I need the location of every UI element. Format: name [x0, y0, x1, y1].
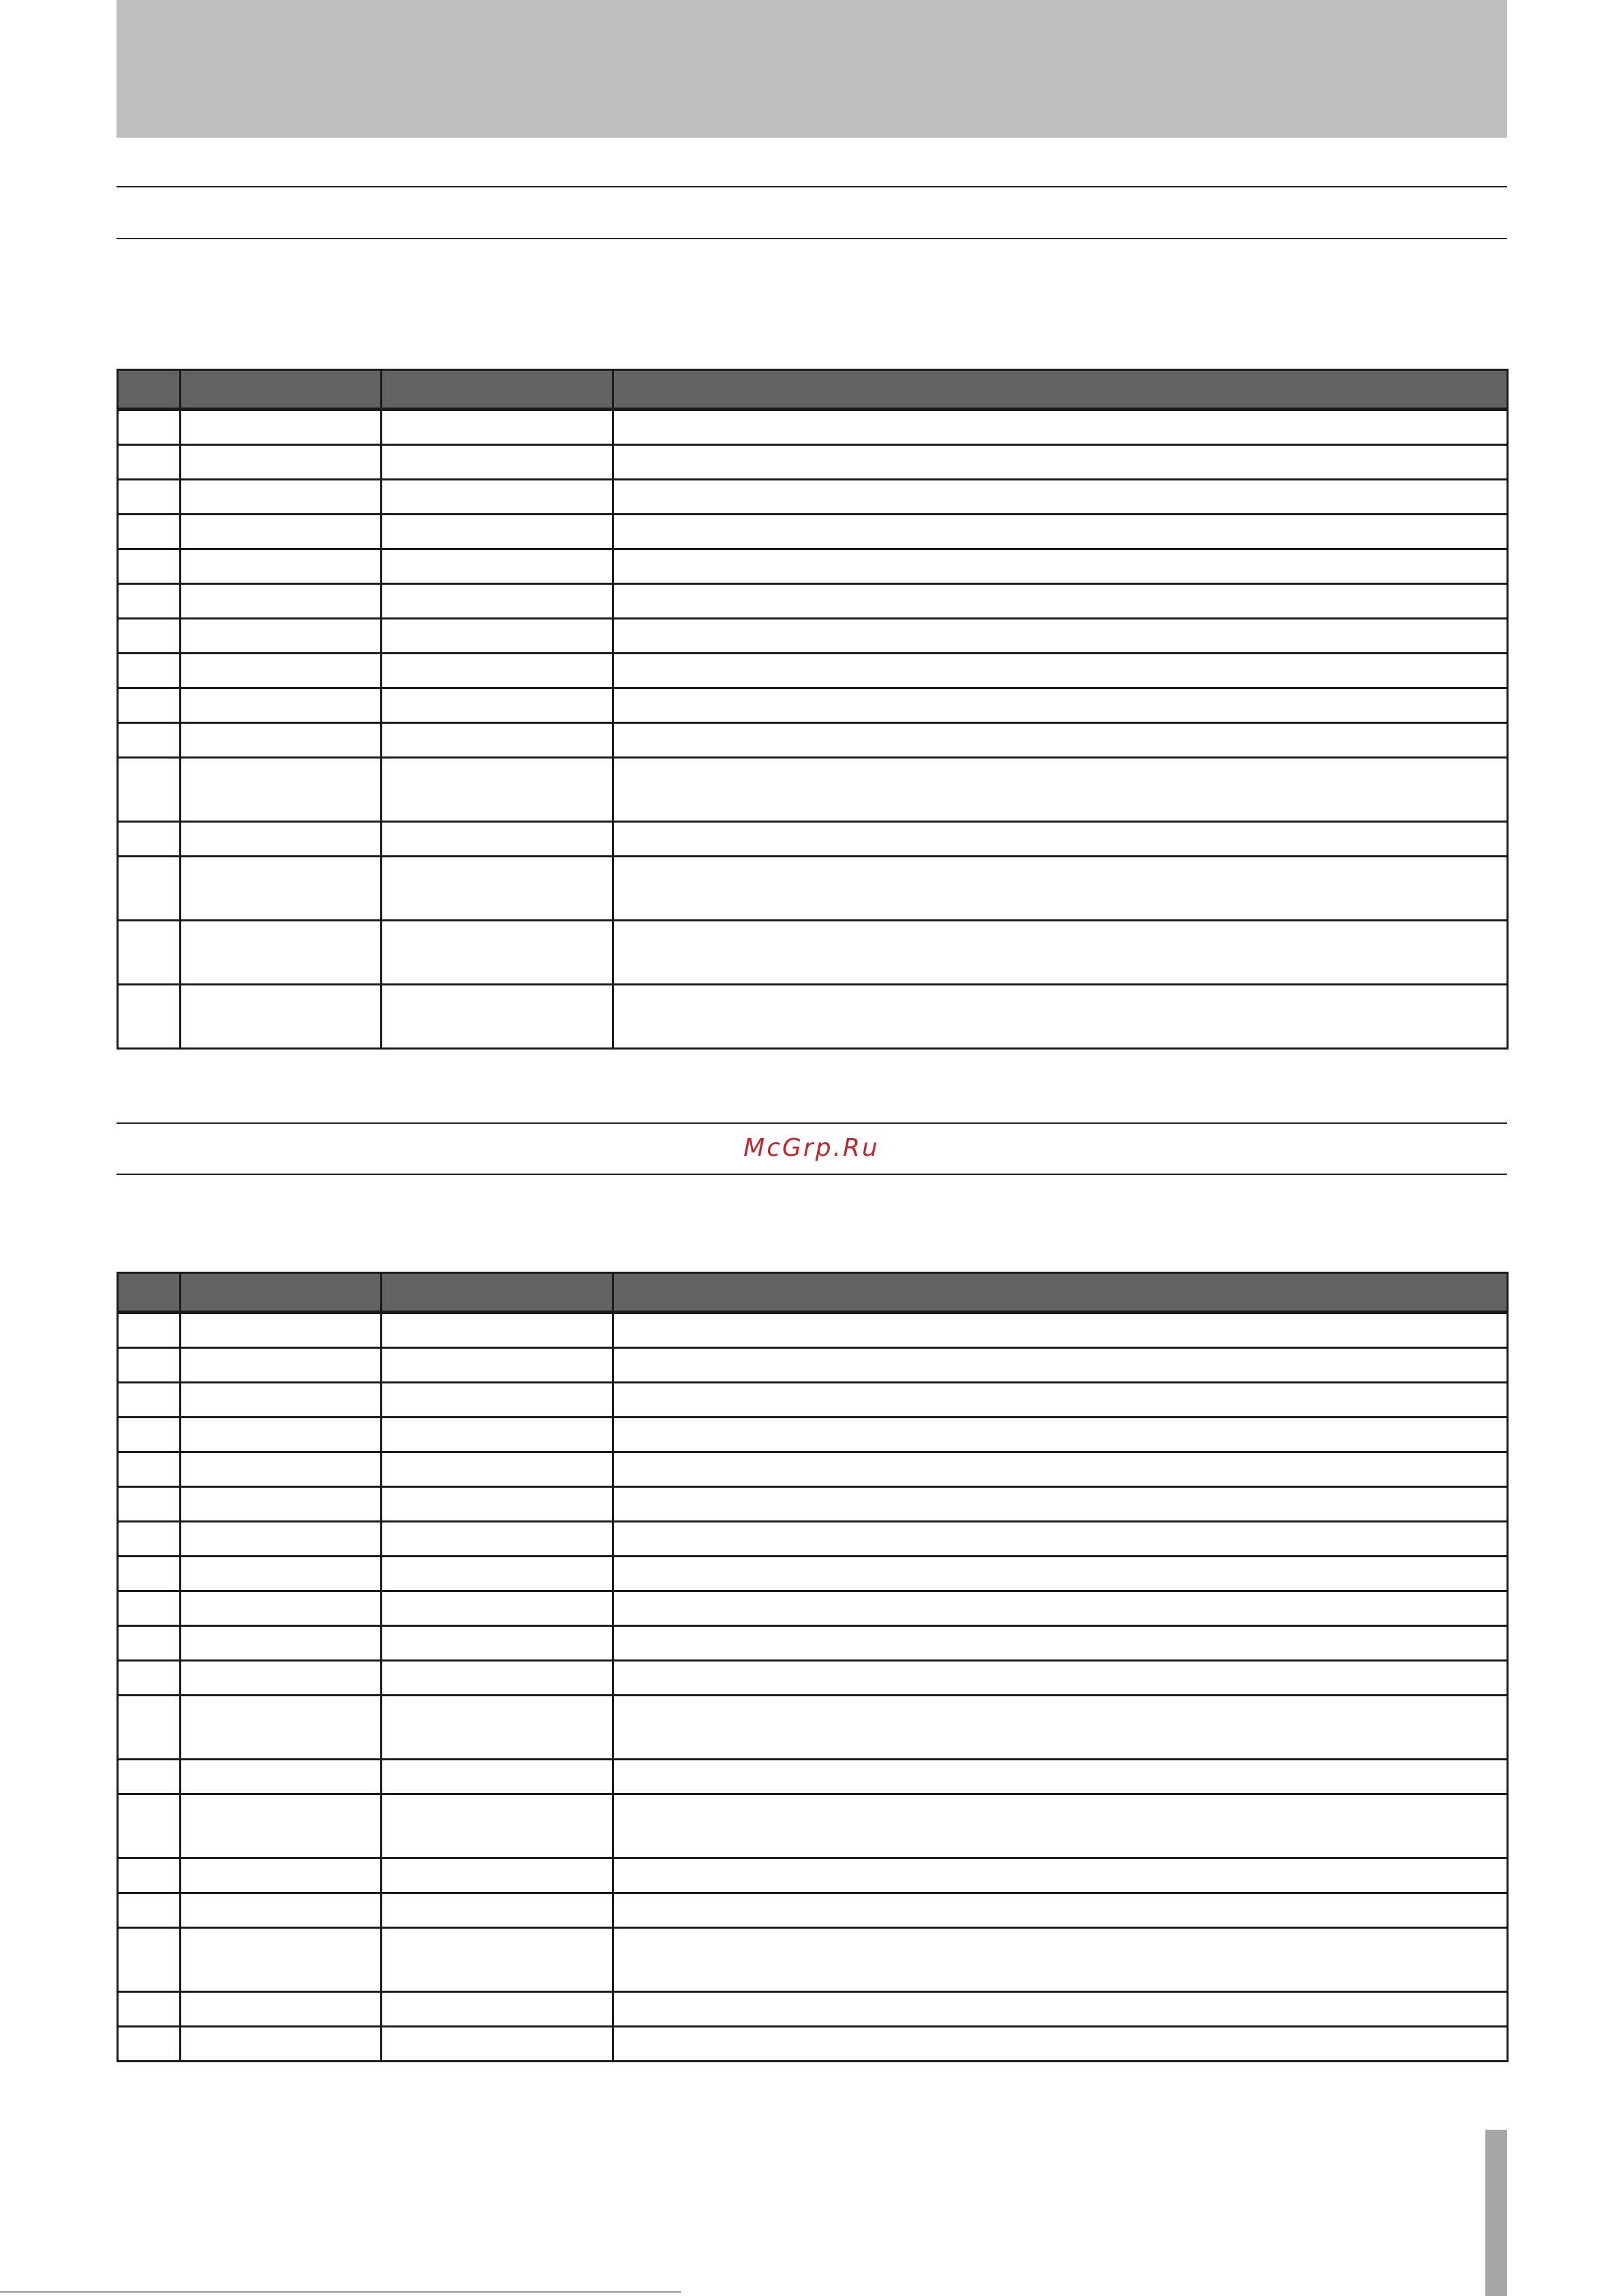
table-cell: [118, 1487, 181, 1522]
table-cell: [613, 1626, 1508, 1661]
table-cell: [382, 1313, 613, 1348]
table-cell: [118, 1928, 181, 1992]
table-cell: [613, 723, 1508, 758]
table-cell: [118, 549, 181, 584]
table-cell: [382, 1794, 613, 1858]
table-row: [118, 1557, 1508, 1591]
table-row: [118, 1760, 1508, 1794]
table-row: [118, 723, 1508, 758]
table-cell: [181, 1928, 382, 1992]
table-cell: [181, 1383, 382, 1418]
table-cell: [118, 654, 181, 688]
table-cell: [181, 1591, 382, 1626]
table-row: [118, 410, 1508, 445]
table-cell: [382, 723, 613, 758]
table-row: [118, 1893, 1508, 1928]
table-cell: [181, 2027, 382, 2062]
table-cell: [382, 1487, 613, 1522]
table-cell: [181, 654, 382, 688]
table-row: [118, 1418, 1508, 1452]
table-cell: [118, 445, 181, 480]
watermark-text: McGrp.Ru: [743, 1134, 880, 1162]
table-cell: [181, 584, 382, 619]
table-cell: [181, 1858, 382, 1893]
table-cell: [181, 758, 382, 822]
table-cell: [613, 1383, 1508, 1418]
table-cell: [382, 549, 613, 584]
footer-line: [0, 2291, 681, 2293]
table-cell: [118, 515, 181, 549]
table-row: [118, 985, 1508, 1049]
table-cell: [382, 1522, 613, 1557]
table-cell: [613, 410, 1508, 445]
table-cell: [613, 985, 1508, 1049]
table-cell: [613, 1992, 1508, 2027]
table-cell: [382, 688, 613, 723]
table-row: [118, 515, 1508, 549]
table-cell: [382, 1452, 613, 1487]
table-row: [118, 445, 1508, 480]
table-cell: [181, 1794, 382, 1858]
table-cell: [382, 758, 613, 822]
table-cell: [613, 584, 1508, 619]
table-row: [118, 619, 1508, 654]
table-cell: [118, 1557, 181, 1591]
table-cell: [118, 1760, 181, 1794]
table-cell: [613, 822, 1508, 857]
table-cell: [382, 1626, 613, 1661]
table-row: [118, 1487, 1508, 1522]
table-cell: [118, 857, 181, 921]
table-cell: [382, 1383, 613, 1418]
table-cell: [613, 1591, 1508, 1626]
table-row: [118, 1313, 1508, 1348]
table-cell: [118, 1893, 181, 1928]
table-cell: [181, 1661, 382, 1696]
table-row: [118, 654, 1508, 688]
table-cell: [181, 1487, 382, 1522]
table-cell: [613, 1858, 1508, 1893]
table-cell: [118, 619, 181, 654]
table-cell: [181, 723, 382, 758]
table-cell: [382, 857, 613, 921]
table-cell: [613, 1661, 1508, 1696]
table-cell: [118, 1992, 181, 2027]
table-1-header-cell: [613, 370, 1508, 410]
table-row: [118, 1858, 1508, 1893]
table-cell: [118, 1696, 181, 1760]
table-row: [118, 480, 1508, 515]
table-cell: [382, 2027, 613, 2062]
table-cell: [181, 410, 382, 445]
table-cell: [181, 1696, 382, 1760]
table-cell: [181, 1418, 382, 1452]
table-cell: [613, 688, 1508, 723]
table-1: [117, 369, 1509, 1050]
table-cell: [118, 2027, 181, 2062]
table-cell: [613, 1348, 1508, 1383]
table-cell: [382, 1591, 613, 1626]
table-row: [118, 857, 1508, 921]
table-row: [118, 1928, 1508, 1992]
table-1-header-row: [118, 370, 1508, 410]
table-cell: [613, 1794, 1508, 1858]
table-cell: [181, 1522, 382, 1557]
table-cell: [181, 822, 382, 857]
table-row: [118, 688, 1508, 723]
table-cell: [181, 921, 382, 985]
table-cell: [382, 822, 613, 857]
table-cell: [181, 1557, 382, 1591]
table-cell: [118, 1348, 181, 1383]
table-cell: [181, 619, 382, 654]
table-cell: [118, 1661, 181, 1696]
table-2-header-cell: [613, 1273, 1508, 1313]
table-cell: [118, 1418, 181, 1452]
table-cell: [382, 1992, 613, 2027]
table-cell: [181, 1626, 382, 1661]
table-cell: [382, 515, 613, 549]
table-row: [118, 758, 1508, 822]
table-cell: [181, 1992, 382, 2027]
table-cell: [382, 1661, 613, 1696]
table-cell: [181, 1760, 382, 1794]
table-2-header-cell: [382, 1273, 613, 1313]
table-cell: [613, 515, 1508, 549]
table-cell: [181, 549, 382, 584]
table-cell: [613, 1760, 1508, 1794]
table-cell: [181, 1313, 382, 1348]
table-cell: [613, 1696, 1508, 1760]
table-row: [118, 1661, 1508, 1696]
table-cell: [613, 1452, 1508, 1487]
table-cell: [382, 1696, 613, 1760]
table-cell: [118, 688, 181, 723]
table-cell: [613, 654, 1508, 688]
table-row: [118, 584, 1508, 619]
table-cell: [613, 857, 1508, 921]
table-cell: [382, 654, 613, 688]
table-cell: [181, 985, 382, 1049]
table-cell: [118, 1452, 181, 1487]
table-row: [118, 1522, 1508, 1557]
table-cell: [118, 1522, 181, 1557]
table-row: [118, 822, 1508, 857]
table-row: [118, 1794, 1508, 1858]
table-cell: [181, 445, 382, 480]
table-cell: [118, 480, 181, 515]
table-row: [118, 1383, 1508, 1418]
section-2-rule-top: [117, 1122, 1507, 1124]
table-cell: [382, 921, 613, 985]
table-cell: [382, 584, 613, 619]
table-2-header-cell: [118, 1273, 181, 1313]
table-2: [117, 1272, 1509, 2062]
table-cell: [118, 822, 181, 857]
table-cell: [613, 1418, 1508, 1452]
table-cell: [181, 515, 382, 549]
table-2-header-cell: [181, 1273, 382, 1313]
table-cell: [613, 758, 1508, 822]
table-cell: [181, 1348, 382, 1383]
table-cell: [181, 480, 382, 515]
table-cell: [181, 1452, 382, 1487]
table-cell: [382, 1418, 613, 1452]
table-cell: [613, 1313, 1508, 1348]
table-cell: [613, 2027, 1508, 2062]
table-cell: [382, 410, 613, 445]
table-cell: [118, 1313, 181, 1348]
table-row: [118, 1992, 1508, 2027]
section-2-rule-bottom: [117, 1174, 1507, 1175]
table-cell: [118, 1626, 181, 1661]
table-row: [118, 1696, 1508, 1760]
table-cell: [613, 619, 1508, 654]
table-cell: [118, 1591, 181, 1626]
table-cell: [181, 857, 382, 921]
table-cell: [613, 445, 1508, 480]
table-cell: [613, 549, 1508, 584]
table-cell: [382, 480, 613, 515]
table-cell: [118, 921, 181, 985]
table-cell: [382, 619, 613, 654]
table-cell: [382, 1557, 613, 1591]
table-cell: [118, 985, 181, 1049]
table-cell: [382, 1858, 613, 1893]
table-cell: [118, 1858, 181, 1893]
table-row: [118, 549, 1508, 584]
table-1-header-cell: [382, 370, 613, 410]
table-1-header-cell: [118, 370, 181, 410]
table-cell: [118, 1794, 181, 1858]
table-2-header-row: [118, 1273, 1508, 1313]
section-1-rule-top: [117, 186, 1507, 187]
table-row: [118, 1591, 1508, 1626]
table-row: [118, 1626, 1508, 1661]
table-row: [118, 921, 1508, 985]
page-header-band: [117, 0, 1507, 138]
table-cell: [613, 1487, 1508, 1522]
table-cell: [613, 1893, 1508, 1928]
page-side-tab: [1485, 2130, 1507, 2296]
table-cell: [382, 1348, 613, 1383]
table-cell: [118, 410, 181, 445]
table-cell: [613, 1928, 1508, 1992]
table-row: [118, 2027, 1508, 2062]
table-cell: [382, 1928, 613, 1992]
table-cell: [613, 1557, 1508, 1591]
table-cell: [382, 445, 613, 480]
table-cell: [382, 985, 613, 1049]
table-cell: [118, 1383, 181, 1418]
table-cell: [118, 758, 181, 822]
table-cell: [118, 584, 181, 619]
table-cell: [181, 1893, 382, 1928]
section-1-rule-bottom: [117, 238, 1507, 239]
table-row: [118, 1452, 1508, 1487]
table-cell: [382, 1893, 613, 1928]
table-1-header-cell: [181, 370, 382, 410]
table-cell: [613, 1522, 1508, 1557]
table-row: [118, 1348, 1508, 1383]
table-cell: [382, 1760, 613, 1794]
table-cell: [613, 480, 1508, 515]
table-cell: [118, 723, 181, 758]
table-cell: [181, 688, 382, 723]
table-cell: [613, 921, 1508, 985]
